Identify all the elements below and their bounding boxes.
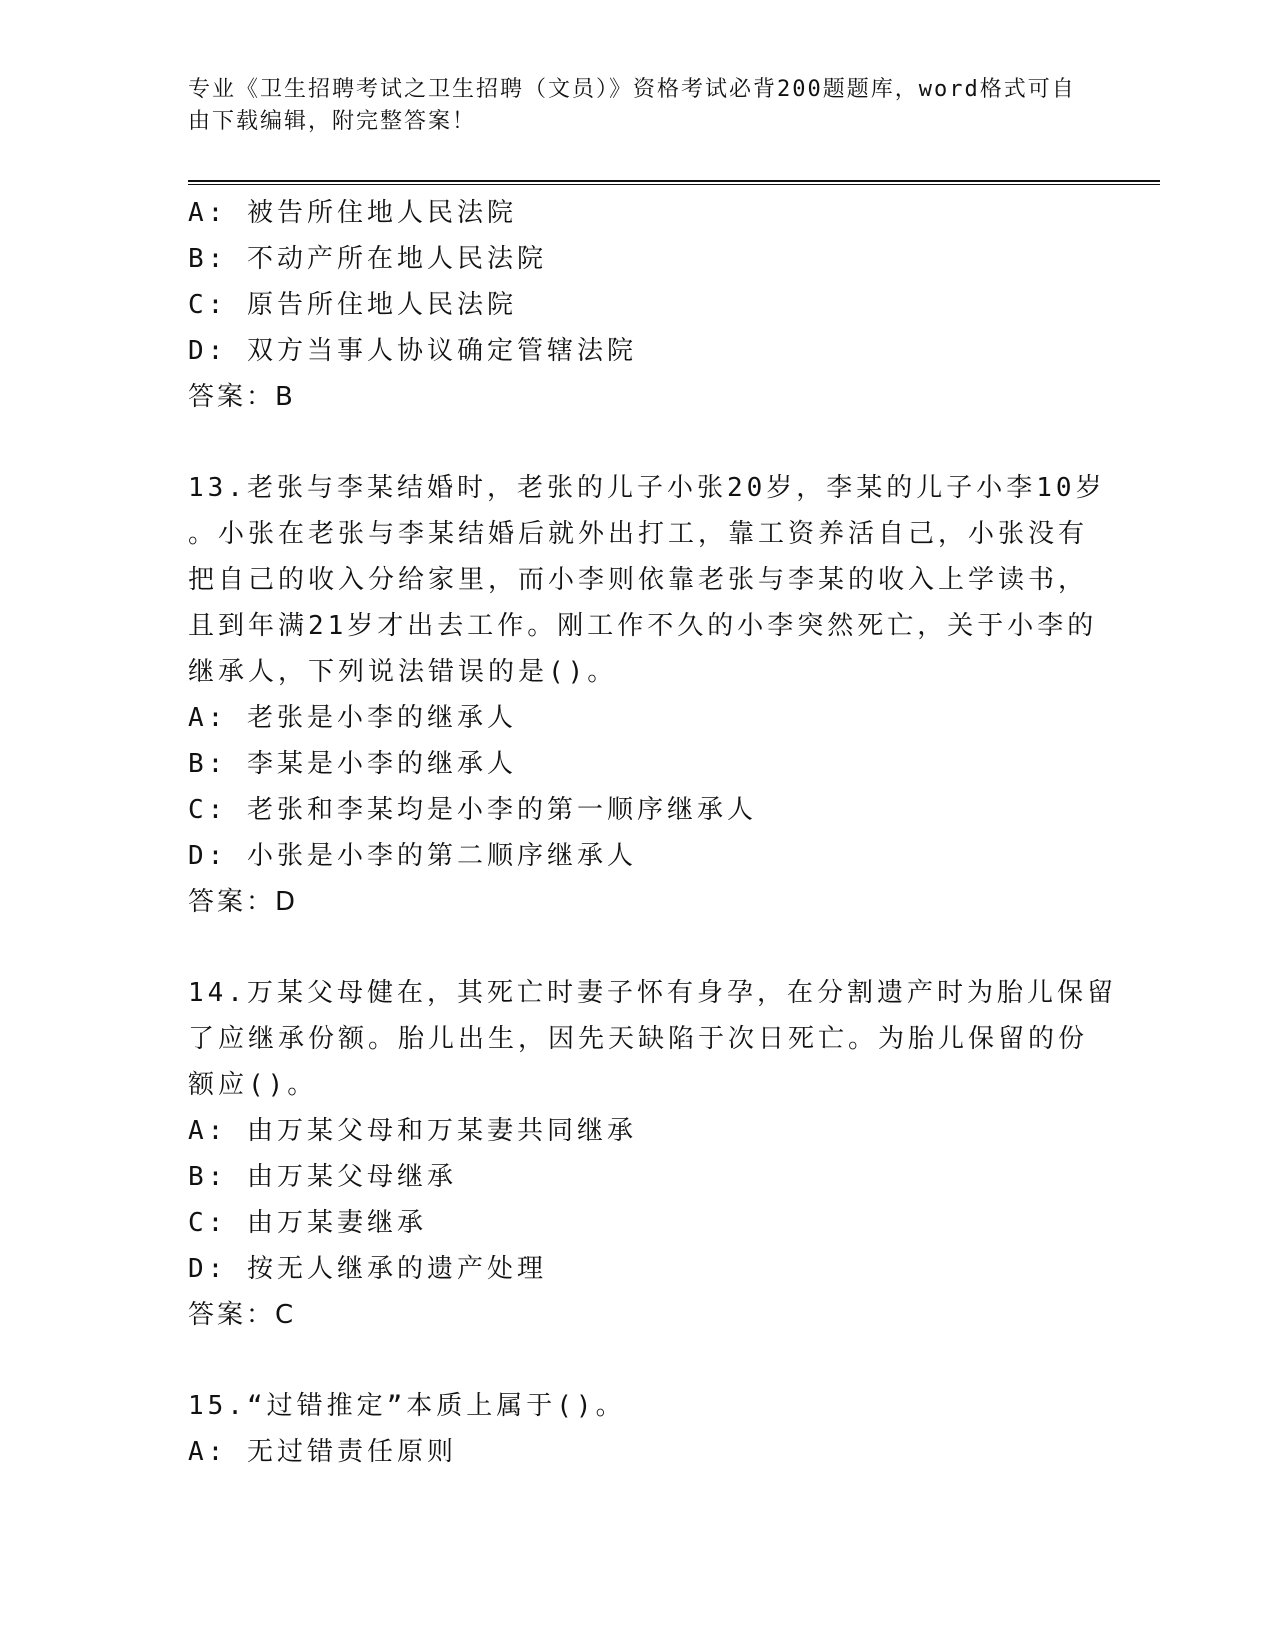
spacer: [188, 420, 1088, 465]
answer: 答案：D: [188, 887, 299, 917]
option-b: B: 由万某父母继承: [188, 1162, 457, 1192]
option-a: A: 无过错责任原则: [188, 1437, 457, 1467]
question-text-line: 。小张在老张与李某结婚后就外出打工，靠工资养活自己，小张没有: [188, 519, 1089, 549]
header-text: 专业《卫生招聘考试之卫生招聘（文员）》资格考试必背200题题库，word格式可自由下载编辑，附完整答案！: [188, 77, 1076, 134]
spacer: [188, 1338, 1088, 1383]
option-a: A: 由万某父母和万某妻共同继承: [188, 1116, 637, 1146]
question-text-line: 额应()。: [188, 1070, 318, 1100]
question-text-line: 且到年满21岁才出去工作。刚工作不久的小李突然死亡，关于小李的: [188, 611, 1098, 641]
option-a: A: 老张是小李的继承人: [188, 703, 517, 733]
question-14: [188, 970, 1117, 1338]
question-13: [188, 465, 1106, 925]
option-d: D: 小张是小李的第二顺序继承人: [188, 841, 637, 871]
question-text-line: 继承人，下列说法错误的是()。: [188, 657, 618, 687]
question-text-line: 13.老张与李某结婚时，老张的儿子小张20岁，李某的儿子小李10岁: [188, 473, 1106, 503]
question-15: [188, 1383, 1088, 1475]
question-text-line: 15.“过错推定”本质上属于()。: [188, 1391, 626, 1421]
option-c: C: 由万某妻继承: [188, 1208, 427, 1238]
option-c: C: 原告所住地人民法院: [188, 290, 517, 320]
spacer: [188, 925, 1088, 970]
answer: 答案：C: [188, 1300, 297, 1330]
question-text-line: 了应继承份额。胎儿出生，因先天缺陷于次日死亡。为胎儿保留的份: [188, 1024, 1089, 1054]
header-rule-thick: [188, 180, 1160, 182]
option-c: C: 老张和李某均是小李的第一顺序继承人: [188, 795, 757, 825]
question-text-line: 14.万某父母健在，其死亡时妻子怀有身孕，在分割遗产时为胎儿保留: [188, 978, 1117, 1008]
option-a: A: 被告所住地人民法院: [188, 198, 517, 228]
question-list: [188, 190, 1117, 1475]
header-rule-thin: [188, 184, 1160, 185]
option-b: B: 不动产所在地人民法院: [188, 244, 547, 274]
option-b: B: 李某是小李的继承人: [188, 749, 517, 779]
answer: 答案：B: [188, 382, 296, 412]
option-d: D: 双方当事人协议确定管辖法院: [188, 336, 637, 366]
document-header: [188, 74, 1088, 138]
question-text-line: 把自己的收入分给家里，而小李则依靠老张与李某的收入上学读书，: [188, 565, 1089, 595]
option-d: D: 按无人继承的遗产处理: [188, 1254, 547, 1284]
question-12: [188, 190, 1088, 420]
